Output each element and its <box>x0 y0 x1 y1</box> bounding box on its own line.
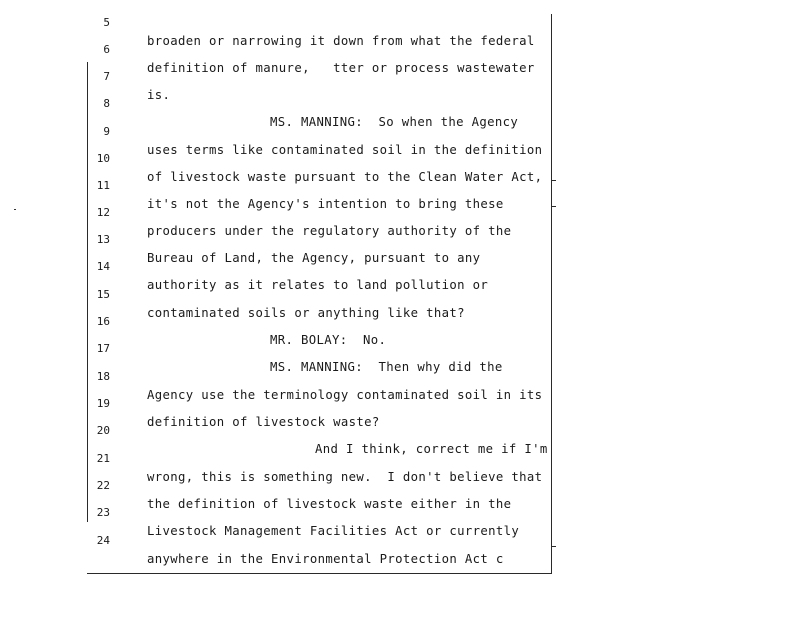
line-text: Bureau of Land, the Agency, pursuant to any <box>147 251 481 265</box>
transcript-line <box>0 240 560 292</box>
line-number: 22 <box>96 479 110 492</box>
transcript-line <box>0 459 560 511</box>
line-text: authority as it relates to land pollution or <box>147 278 489 292</box>
line-text: And I think, correct me if I'm <box>315 442 548 456</box>
line-number: 13 <box>96 233 110 246</box>
line-number: 10 <box>96 152 110 165</box>
line-text: MS. MANNING: So when the Agency <box>270 115 519 129</box>
transcript-line <box>0 295 560 347</box>
line-number: 19 <box>96 397 110 410</box>
transcript-line <box>0 0 560 48</box>
line-text: MS. MANNING: Then why did the <box>270 360 503 374</box>
line-text: MR. BOLAY: No. <box>270 333 387 347</box>
margin-tick <box>551 206 556 207</box>
line-number: 16 <box>96 315 110 328</box>
transcript-line <box>0 159 560 211</box>
line-number: 20 <box>96 424 110 437</box>
line-number: 12 <box>96 206 110 219</box>
line-text: Agency use the terminology contaminated soil in its <box>147 388 543 402</box>
line-text: is. <box>147 88 171 102</box>
line-text: uses terms like contaminated soil in the definition <box>147 143 543 157</box>
transcript-line <box>0 213 560 265</box>
line-text: of livestock waste pursuant to the Clean Water Act, <box>147 170 543 184</box>
line-text: definition of livestock waste? <box>147 415 380 429</box>
transcript-line <box>0 77 560 129</box>
transcript-line <box>0 404 560 456</box>
line-text: wrong, this is something new. I don't believe that <box>147 470 543 484</box>
line-number: 11 <box>96 179 110 192</box>
line-text: anywhere in the Environmental Protection Act c <box>147 552 504 566</box>
transcript-line <box>0 23 560 75</box>
bottom-margin-rule <box>87 573 552 574</box>
line-number: 15 <box>96 288 110 301</box>
transcript-line <box>0 132 560 184</box>
line-text: broaden or narrowing it down from what the federal <box>147 34 535 48</box>
line-number: 7 <box>103 70 110 83</box>
transcript-line <box>0 432 560 484</box>
line-number: 24 <box>96 534 110 547</box>
line-text: it's not the Agency's intention to bring these <box>147 197 504 211</box>
line-text: contaminated soils or anything like that? <box>147 306 465 320</box>
line-text: definition of manure, tter or process wastewater <box>147 61 535 75</box>
transcript-line <box>0 50 560 102</box>
transcript-line <box>0 105 560 157</box>
line-number: 18 <box>96 370 110 383</box>
line-number: 23 <box>96 506 110 519</box>
transcript-line <box>0 486 560 538</box>
transcript-line <box>0 514 560 566</box>
line-number: 9 <box>103 125 110 138</box>
transcript-line <box>0 377 560 429</box>
transcript-line <box>0 268 560 320</box>
line-text: the definition of livestock waste either in the <box>147 497 512 511</box>
line-number: 8 <box>103 97 110 110</box>
line-number: 5 <box>103 16 110 29</box>
line-number: 21 <box>96 452 110 465</box>
line-text: Livestock Management Facilities Act or currently <box>147 524 520 538</box>
line-text: producers under the regulatory authority of the <box>147 224 512 238</box>
transcript-line <box>0 322 560 374</box>
margin-tick <box>551 180 556 181</box>
margin-tick <box>551 546 556 547</box>
transcript-line <box>0 186 560 238</box>
transcript-line <box>0 350 560 402</box>
line-number: 6 <box>103 43 110 56</box>
line-number: 17 <box>96 342 110 355</box>
line-number: 14 <box>96 260 110 273</box>
